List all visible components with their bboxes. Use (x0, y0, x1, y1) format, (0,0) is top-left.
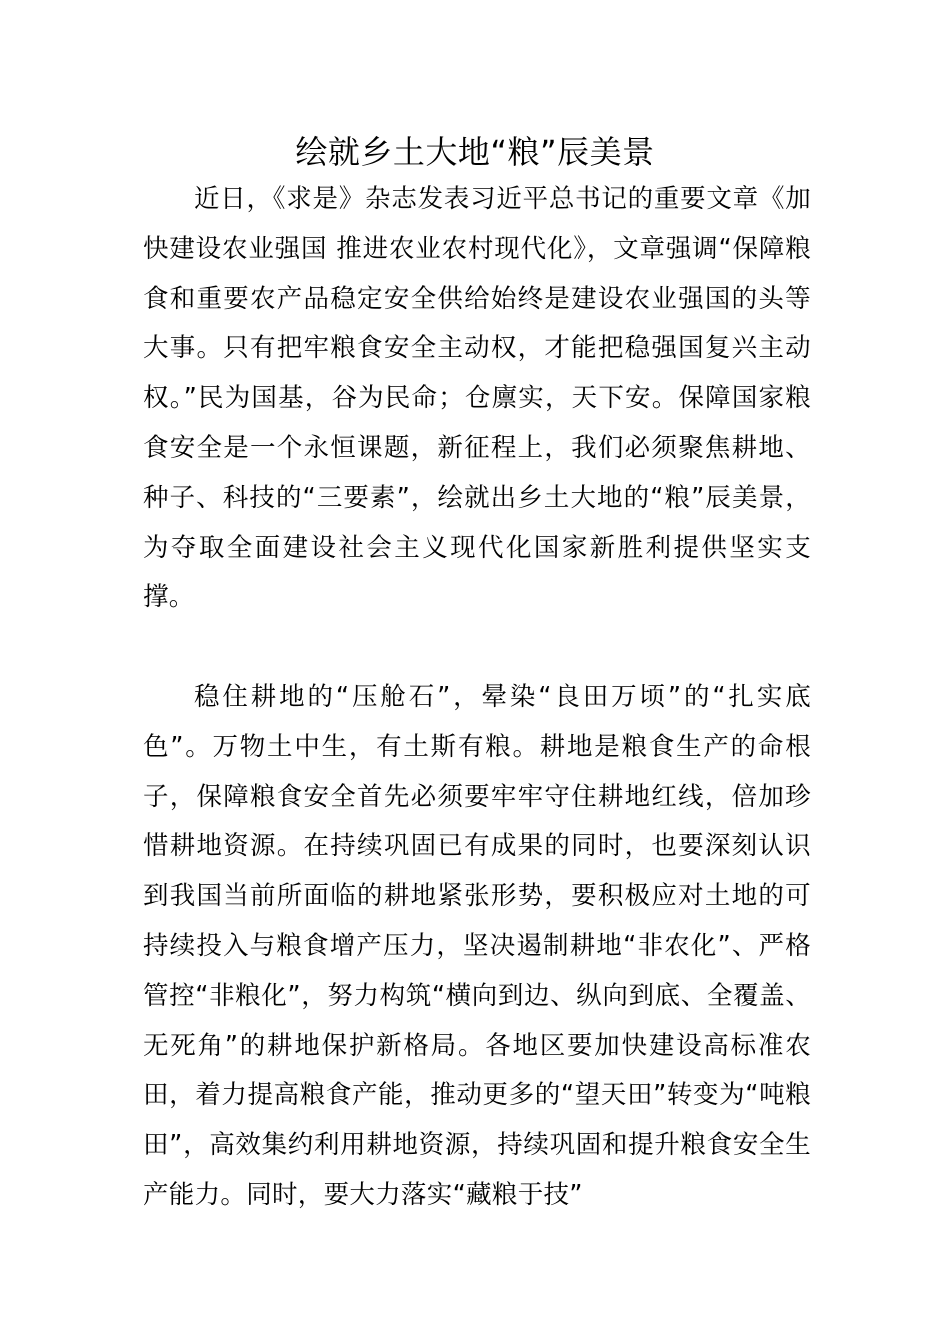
paragraph-2: 稳住耕地的“压舱石”，晕染“良田万顷”的“扎实底色”。万物土中生，有土斯有粮。耕地是粮食生产的命根子，保障粮食安全首先必须要牢牢守住耕地红线，倍加珍惜耕地资源。在持续巩固已有成果的同时，也要深刻认识到我国当前所面临的耕地紧张形势，要积极应对土地的可持续投入与粮食增产压力，坚决遏制耕地“非农化”、严格管控“非粮化”，努力构筑“横向到边、纵向到底、全覆盖、无死角”的耕地保护新格局。各地区要加快建设高标准农田，着力提高粮食产能，推动更多的“望天田”转变为“吨粮田”，高效集约利用耕地资源，持续巩固和提升粮食安全生产能力。同时，要大力落实“藏粮于技” (143, 682, 811, 1210)
document-title: 绘就乡土大地“粮”辰美景 (295, 133, 655, 171)
paragraph-1: 近日，《求是》杂志发表习近平总书记的重要文章《加快建设农业强国 推进农业农村现代化》，文章强调“保障粮食和重要农产品稳定安全供给始终是建设农业强国的头等大事。只有把牢粮食安全主动权，才能把稳强国复兴主动权。”民为国基，谷为民命；仓廪实，天下安。保障国家粮食安全是一个永恒课题，新征程上，我们必须聚焦耕地、种子、科技的“三要素”，绘就出乡土大地的“粮”辰美景，为夺取全面建设社会主义现代化国家新胜利提供坚实支撑。 (143, 184, 811, 613)
